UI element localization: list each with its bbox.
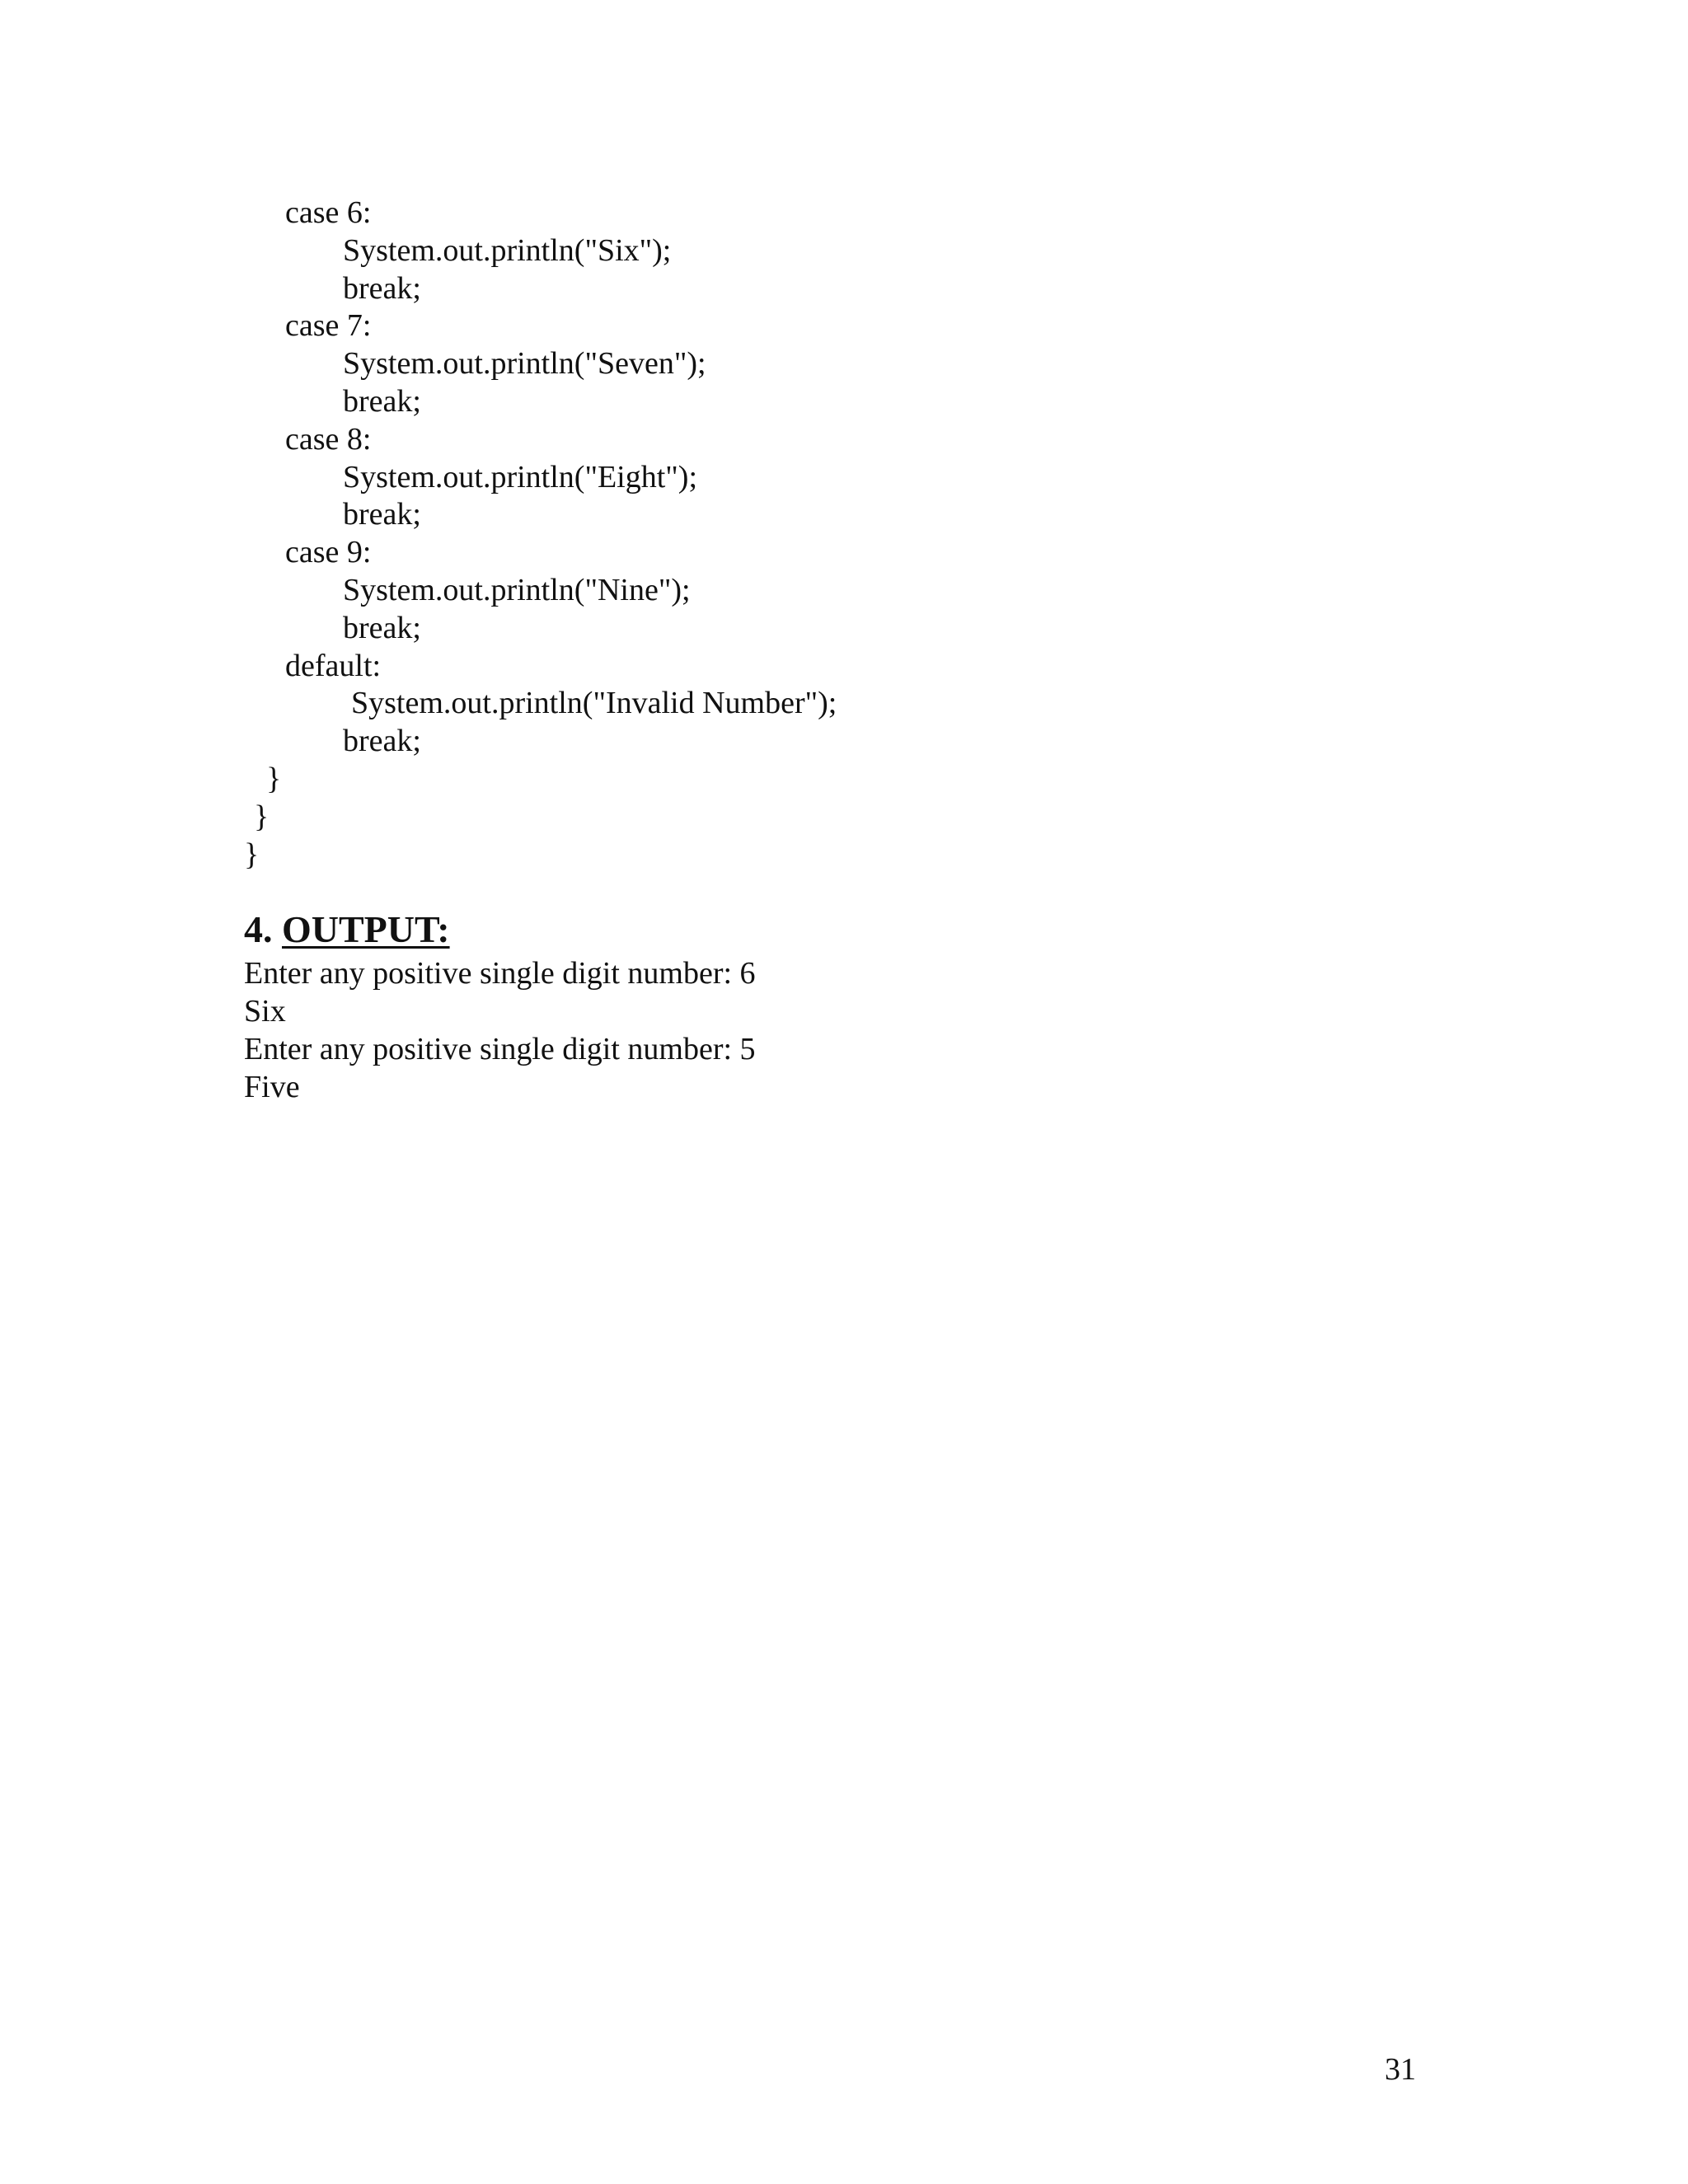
code-line-default: default: bbox=[285, 648, 382, 683]
code-line-case-6: case 6: bbox=[285, 195, 372, 230]
section-title: OUTPUT: bbox=[282, 908, 450, 950]
code-line-case-8: case 8: bbox=[285, 421, 372, 457]
page-number: 31 bbox=[1385, 2052, 1416, 2087]
code-line-close-brace: } bbox=[244, 837, 260, 872]
output-line-prompt: Enter any positive single digit number: 6 bbox=[244, 956, 756, 991]
code-line-close-brace: } bbox=[254, 799, 270, 834]
output-line-result: Six bbox=[244, 994, 286, 1029]
code-line-case-9: case 9: bbox=[285, 535, 372, 570]
output-line-prompt: Enter any positive single digit number: 5 bbox=[244, 1032, 756, 1066]
code-line-break: break; bbox=[343, 497, 421, 532]
section-number: 4. bbox=[244, 908, 273, 950]
output-line-result: Five bbox=[244, 1070, 300, 1104]
code-line-println-six: System.out.println("Six"); bbox=[343, 232, 672, 268]
program-output bbox=[244, 954, 756, 1106]
code-line-break: break; bbox=[343, 270, 421, 306]
code-line-break: break; bbox=[343, 383, 421, 419]
code-line-close-brace: } bbox=[266, 761, 282, 796]
code-line-println-eight: System.out.println("Eight"); bbox=[343, 459, 698, 494]
code-line-break: break; bbox=[343, 724, 421, 759]
code-listing bbox=[244, 194, 837, 874]
output-section-heading bbox=[244, 907, 450, 953]
code-line-case-7: case 7: bbox=[285, 308, 372, 344]
code-line-println-seven: System.out.println("Seven"); bbox=[343, 346, 706, 382]
code-line-break: break; bbox=[343, 610, 421, 645]
code-line-println-nine: System.out.println("Nine"); bbox=[343, 572, 691, 607]
code-line-println-invalid: System.out.println("Invalid Number"); bbox=[351, 686, 837, 721]
